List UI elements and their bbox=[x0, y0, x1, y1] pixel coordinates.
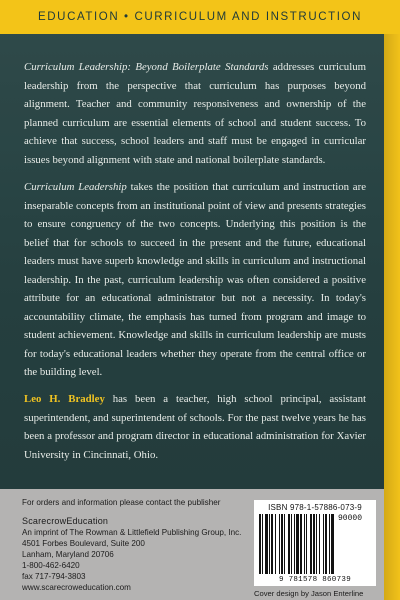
address-line-1: 4501 Forbes Boulevard, Suite 200 bbox=[22, 539, 145, 548]
description-text-2: takes the position that curriculum and instruction are inseparable concepts from an institutional point of view and presents strategies to ensure congruency of the two concepts. Underlying this position is the belief that for schools to succeed in the present and the future, educational leaders must have superb knowledge and skills in curriculum and instructional leadership. In the past, curriculum leadership was often considered a positive attribute for an educational administrator but not a necessity. In today's accountability climate, the emphasis has turned from program and image to student achievement. Knowledge and skills in curriculum leadership are musts for today's educational leaders whether they operate from the central office or the building level. bbox=[24, 181, 366, 378]
author-bio-text: has been a teacher, high school principal, assistant superintendent, and superintendent of schools. For the past twelve years he has been a professor and program director in educational administration for Xavier University in Cincinnati, Ohio. bbox=[24, 393, 366, 461]
price-code: 90000 bbox=[338, 514, 363, 523]
description-paragraph-2 bbox=[24, 178, 366, 382]
barcode-digits: 9 781578 860739 bbox=[278, 576, 351, 584]
author-bio bbox=[24, 390, 366, 464]
description-paragraph-1 bbox=[24, 58, 366, 169]
website-link[interactable]: www.scarecroweducation.com bbox=[22, 583, 131, 592]
imprint-line: An imprint of The Rowman & Littlefield Publishing Group, Inc. bbox=[22, 528, 242, 537]
accent-stripe bbox=[384, 34, 400, 600]
barcode-icon bbox=[258, 514, 336, 574]
isbn-label: ISBN 978-1-57886-073-9 bbox=[268, 503, 362, 512]
address-line-2: Lanham, Maryland 20706 bbox=[22, 550, 114, 559]
phone-line: 1-800-462-6420 bbox=[22, 561, 80, 570]
orders-line: For orders and information please contact the publisher bbox=[22, 498, 221, 507]
book-title: Curriculum Leadership: Beyond Boilerplate Standards bbox=[24, 61, 269, 73]
short-title: Curriculum Leadership bbox=[24, 181, 127, 193]
barcode-box bbox=[254, 500, 376, 586]
author-name: Leo H. Bradley bbox=[24, 393, 105, 405]
publisher-info bbox=[22, 497, 241, 593]
category-label: EDUCATION • CURRICULUM AND INSTRUCTION bbox=[37, 11, 362, 23]
category-band bbox=[0, 0, 400, 34]
fax-line: fax 717-794-3803 bbox=[22, 572, 86, 581]
description-text-1: addresses curriculum leadership from the perspective that curriculum has purposes beyond alignment. Teacher and community responsiveness and ownership of the planned curriculum are essential elements of school and student success. To achieve that success, school leaders and staff must be engaged in curricular issues beyond alignment with state and national boilerplate standards. bbox=[24, 61, 367, 166]
publisher-logo: ScarecrowEducation bbox=[22, 516, 109, 526]
cover-credit: Cover design by Jason Enterline bbox=[254, 589, 364, 598]
